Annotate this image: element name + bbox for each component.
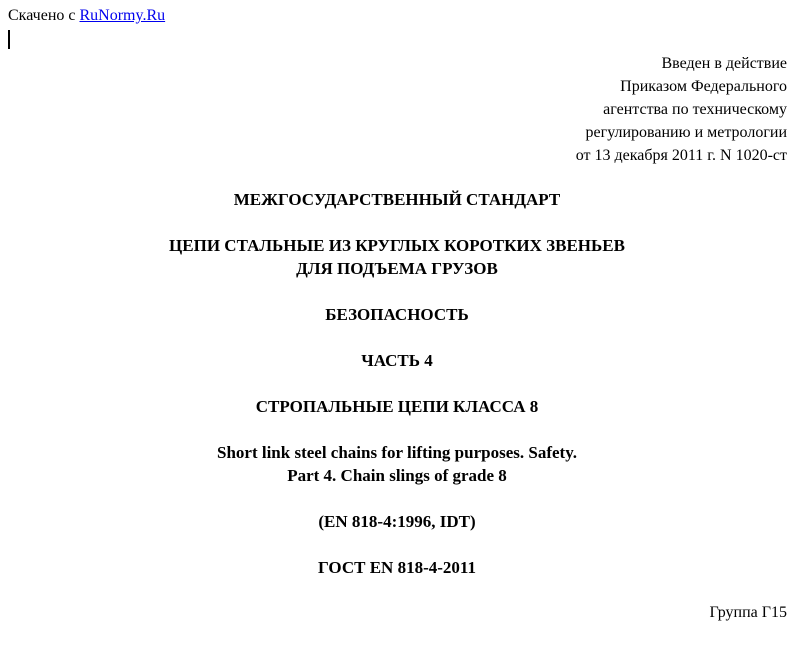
decree-line: агентства по техническому — [603, 101, 787, 118]
decree-block — [576, 52, 787, 167]
english-title-line-2: Part 4. Chain slings of grade 8 — [287, 466, 507, 485]
standard-type-text: МЕЖГОСУДАРСТВЕННЫЙ СТАНДАРТ — [233, 190, 561, 209]
part-title-text: СТРОПАЛЬНЫЕ ЦЕПИ КЛАССА 8 — [255, 397, 539, 416]
standard-title — [0, 234, 794, 280]
standard-designation — [0, 556, 794, 579]
title-line-1: ЦЕПИ СТАЛЬНЫЕ ИЗ КРУГЛЫХ КОРОТКИХ ЗВЕНЬЕВ — [169, 236, 625, 255]
standard-part-title — [0, 395, 794, 418]
designation-text: ГОСТ EN 818-4-2011 — [318, 558, 476, 577]
download-source-line — [8, 6, 165, 26]
classification-group: Группа Г15 — [709, 604, 787, 621]
standard-part — [0, 349, 794, 372]
decree-line: Введен в действие — [661, 55, 787, 72]
subtitle-text: БЕЗОПАСНОСТЬ — [325, 305, 469, 324]
text-cursor — [8, 30, 10, 49]
equivalence-note — [0, 510, 794, 533]
decree-line: Приказом Федерального — [620, 78, 787, 95]
part-text: ЧАСТЬ 4 — [361, 351, 433, 370]
decree-line: регулированию и метрологии — [585, 124, 787, 141]
equivalence-text: (EN 818-4:1996, IDT) — [318, 512, 476, 531]
downloaded-prefix: Скачено с — [8, 7, 76, 24]
source-link[interactable]: RuNormy.Ru — [79, 7, 166, 24]
title-line-2: ДЛЯ ПОДЪЕМА ГРУЗОВ — [296, 259, 498, 278]
standard-type — [0, 188, 794, 211]
english-title-line-1: Short link steel chains for lifting purposes. Safety. — [216, 443, 578, 462]
standard-subtitle — [0, 303, 794, 326]
english-title — [0, 441, 794, 487]
decree-line: от 13 декабря 2011 г. N 1020-ст — [575, 147, 787, 164]
